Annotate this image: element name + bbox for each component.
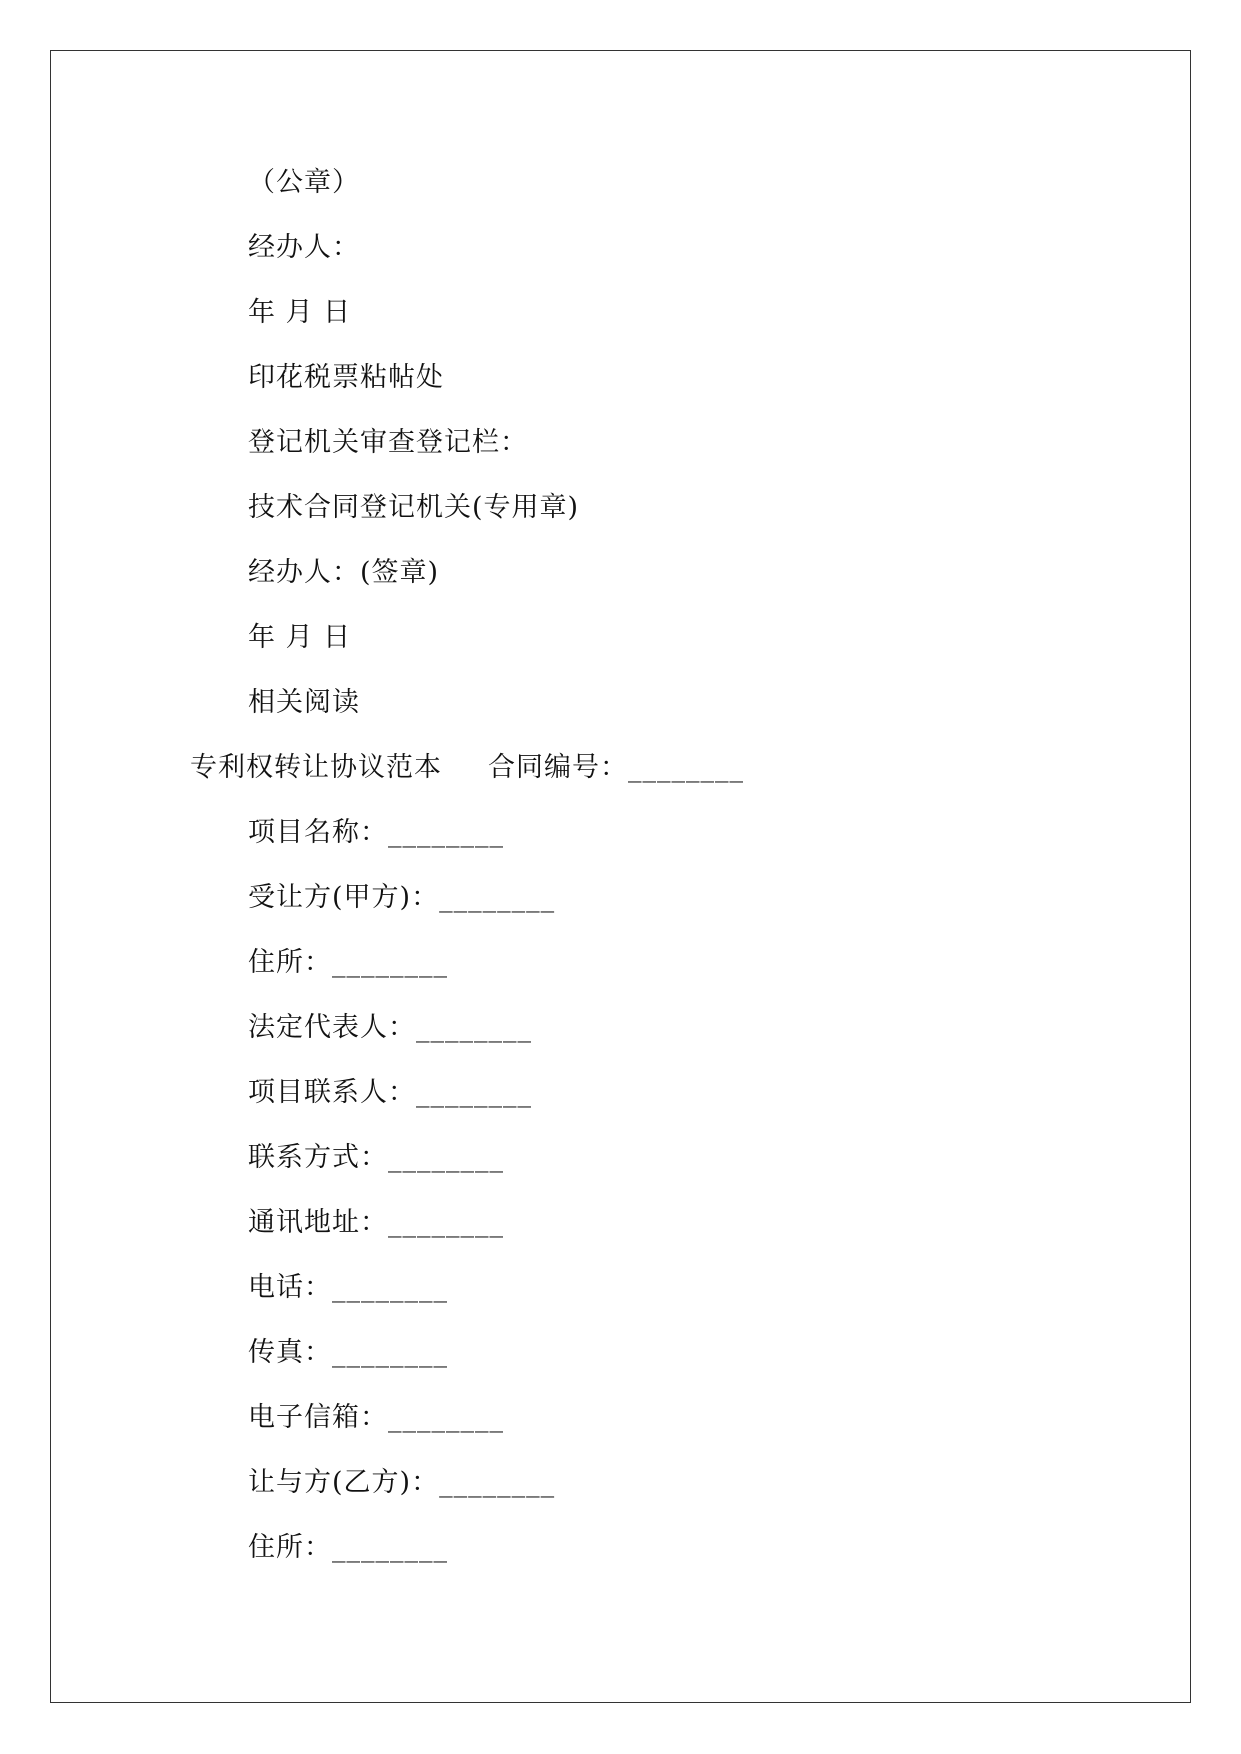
field-assignee: 受让方(甲方)：________ [248, 882, 556, 913]
field-address: 住所：________ [248, 947, 448, 978]
handler-line: 经办人： [248, 232, 360, 263]
date-line-2: 年 月 日 [248, 622, 352, 653]
registration-authority-line: 技术合同登记机关(专用章) [248, 492, 580, 523]
related-reading-line: 相关阅读 [248, 687, 360, 718]
field-address-2: 住所：________ [248, 1532, 448, 1563]
document-title: 专利权转让协议范本 [190, 752, 442, 783]
stamp-tax-line: 印花税票粘帖处 [248, 362, 444, 393]
field-assignor: 让与方(乙方)：________ [248, 1467, 556, 1498]
field-contact-method: 联系方式：________ [248, 1142, 504, 1173]
handler-signature-line: 经办人：(签章) [248, 557, 440, 588]
seal-line: （公章） [248, 167, 360, 198]
contract-number: 合同编号：________ [488, 752, 744, 783]
field-legal-rep: 法定代表人：________ [248, 1012, 532, 1043]
page-border [50, 50, 1191, 1703]
field-project-contact: 项目联系人：________ [248, 1077, 532, 1108]
registration-review-line: 登记机关审查登记栏： [248, 427, 528, 458]
date-line: 年 月 日 [248, 297, 352, 328]
field-phone: 电话：________ [248, 1272, 448, 1303]
field-fax: 传真：________ [248, 1337, 448, 1368]
title-line [190, 751, 744, 785]
field-mailing-address: 通讯地址：________ [248, 1207, 504, 1238]
field-email: 电子信箱：________ [248, 1402, 504, 1433]
field-project-name: 项目名称：________ [248, 817, 504, 848]
